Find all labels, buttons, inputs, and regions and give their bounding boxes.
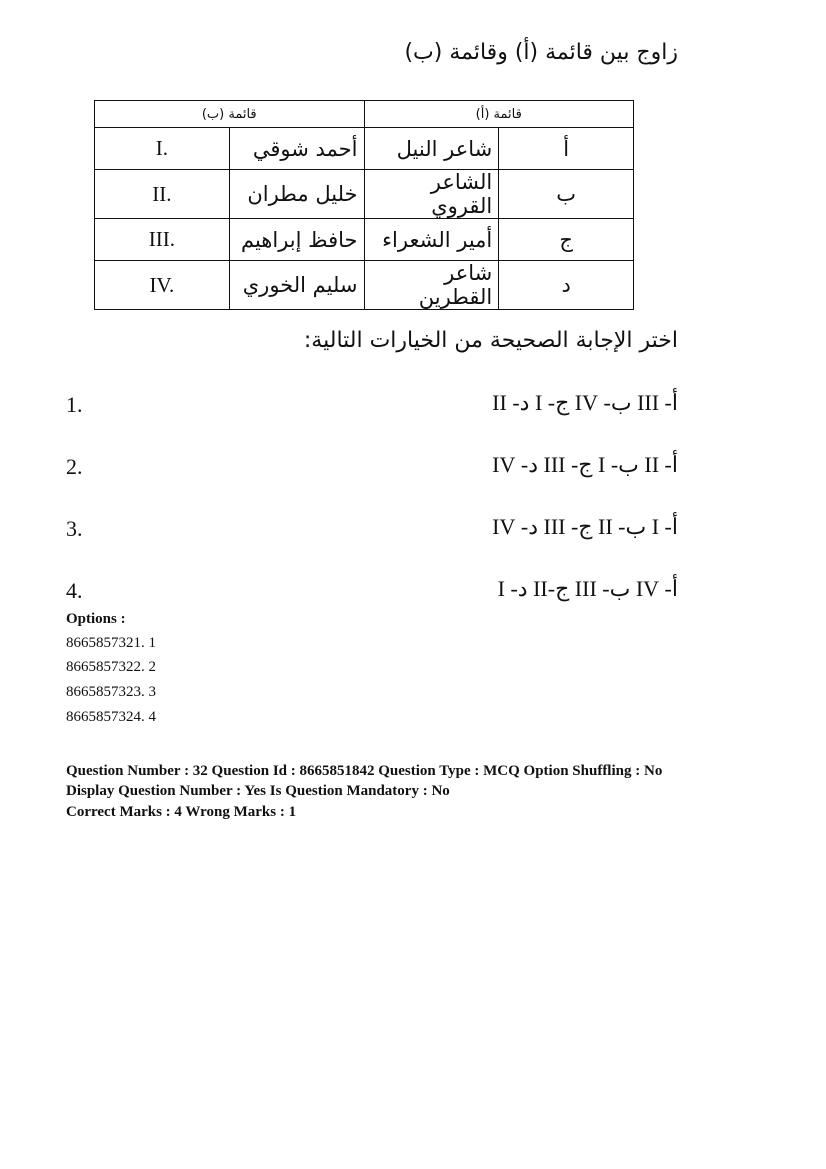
roman-numeral: I. [95,128,230,170]
table-row [95,261,634,310]
table-row [95,219,634,261]
table-row [95,128,634,170]
option-id: 8665857323. 3 [66,684,156,700]
list-b-item: أحمد شوقي [229,128,364,170]
roman-numeral: IV. [95,261,230,310]
list-b-item: حافظ إبراهيم [229,219,364,261]
choice-text: أ- IV ب- III ج-II د- I [497,576,678,601]
roman-numeral: III. [95,219,230,261]
header-list-a: قائمة (أ) [364,101,634,128]
question-meta-line: Question Number : 32 Question Id : 8665851842 Question Type : MCQ Option Shuffling : No [66,763,663,779]
option-id: 8665857322. 2 [66,659,156,675]
choice-text: أ- III ب- IV ج- I د- II [492,390,678,415]
row-letter: ج [499,219,634,261]
table-header-row [95,101,634,128]
list-b-item: خليل مطران [229,170,364,219]
question-meta-line: Display Question Number : Yes Is Question Mandatory : No [66,783,450,799]
choice-number: 1. [66,392,83,417]
row-letter: أ [499,128,634,170]
choice-text: أ- I ب- II ج- III د- IV [492,514,678,539]
list-a-item: الشاعر القروي [364,170,499,219]
matching-table [94,100,634,310]
question-instruction: اختر الإجابة الصحيحة من الخيارات التالية: [303,328,678,353]
choice-number: 4. [66,578,83,603]
option-id: 8665857321. 1 [66,635,156,651]
roman-numeral: II. [95,170,230,219]
row-letter: د [499,261,634,310]
list-a-item: شاعر القطرين [364,261,499,310]
marks-line: Correct Marks : 4 Wrong Marks : 1 [66,804,297,820]
choice-number: 3. [66,516,83,541]
table-row [95,170,634,219]
question-heading: زاوج بين قائمة (أ) وقائمة (ب) [404,40,678,65]
option-id: 8665857324. 4 [66,709,156,725]
choice-text: أ- II ب- I ج- III د- IV [492,452,678,477]
row-letter: ب [499,170,634,219]
list-a-item: شاعر النيل [364,128,499,170]
list-b-item: سليم الخوري [229,261,364,310]
list-a-item: أمير الشعراء [364,219,499,261]
choice-number: 2. [66,454,83,479]
options-label: Options : [66,611,126,627]
header-list-b: قائمة (ب) [95,101,365,128]
